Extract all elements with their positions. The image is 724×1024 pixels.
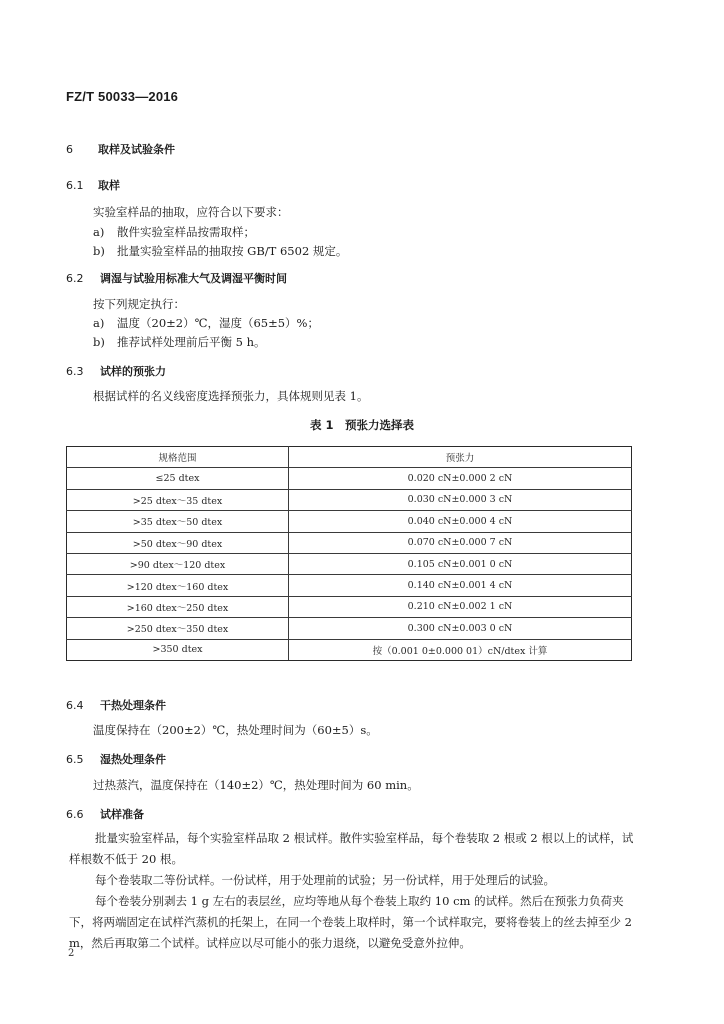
spec-range-cell: >25 dtex～35 dtex: [67, 489, 289, 510]
section-title: 干热处理条件: [100, 699, 166, 712]
pretension-cell: 按（0.001 0±0.000 01）cN/dtex 计算: [289, 639, 632, 660]
spec-range-cell: >160 dtex～250 dtex: [67, 596, 289, 617]
pretension-cell: 0.040 cN±0.000 4 cN: [289, 511, 632, 532]
section-number: 6.4: [66, 699, 84, 712]
section-number: 6.2: [66, 272, 84, 285]
table-row: [67, 468, 632, 489]
table-row: [67, 596, 632, 617]
spec-range-cell: >50 dtex～90 dtex: [67, 532, 289, 553]
section-number: 6.6: [66, 808, 84, 821]
list-text: 温度（20±2）℃，湿度（65±5）%；: [117, 316, 319, 330]
list-item: [93, 243, 347, 259]
list-item: [93, 224, 255, 240]
section-6-1-heading: [66, 177, 120, 193]
section-title: 调湿与试验用标准大气及调湿平衡时间: [100, 272, 287, 285]
section-title: 试样准备: [100, 808, 144, 821]
pretension-cell: 0.140 cN±0.001 4 cN: [289, 575, 632, 596]
paragraph: 每个卷装取二等份试样。一份试样，用于处理前的试验；另一份试样，用于处理后的试验。: [95, 873, 555, 887]
section-6-3-text: 根据试样的名义线密度选择预张力，具体规则见表 1。: [93, 389, 369, 403]
list-marker: b): [93, 244, 105, 258]
list-text: 推荐试样处理前后平衡 5 h。: [117, 335, 266, 349]
standard-code: FZ/T 50033—2016: [66, 89, 179, 104]
pretension-cell: 0.030 cN±0.000 3 cN: [289, 489, 632, 510]
pretension-cell: 0.020 cN±0.000 2 cN: [289, 468, 632, 489]
pretension-cell: 0.105 cN±0.001 0 cN: [289, 553, 632, 574]
section-title: 试样的预张力: [100, 365, 166, 378]
section-title: 取样及试验条件: [98, 143, 175, 156]
table-row: [67, 532, 632, 553]
list-item: [93, 334, 266, 350]
table-row: [67, 618, 632, 639]
list-marker: a): [93, 316, 105, 330]
pretension-table: [66, 446, 632, 661]
section-number: 6: [66, 143, 73, 156]
pretension-cell: 0.300 cN±0.003 0 cN: [289, 618, 632, 639]
pretension-cell: 0.210 cN±0.002 1 cN: [289, 596, 632, 617]
section-6-4-text: 温度保持在（200±2）℃，热处理时间为（60±5）s。: [93, 723, 378, 737]
section-title: 取样: [98, 179, 120, 192]
page-number: 2: [68, 948, 75, 959]
pretension-cell: 0.070 cN±0.000 7 cN: [289, 532, 632, 553]
list-text: 批量实验室样品的抽取按 GB/T 6502 规定。: [117, 244, 348, 258]
paragraph: 批量实验室样品，每个实验室样品取 2 根试样。散件实验室样品，每个卷装取 2 根或 2 根以上的试样，试样根数不低于 20 根。: [69, 831, 634, 866]
list-marker: a): [93, 225, 105, 239]
list-text: 散件实验室样品按需取样；: [117, 225, 255, 239]
section-title: 湿热处理条件: [100, 753, 166, 766]
spec-range-cell: >250 dtex～350 dtex: [67, 618, 289, 639]
table-row: [67, 511, 632, 532]
section-number: 6.5: [66, 753, 84, 766]
list-marker: b): [93, 335, 105, 349]
section-6-4-heading: [66, 697, 166, 713]
section-6-6-heading: [66, 806, 144, 822]
table-row: [67, 575, 632, 596]
spec-range-cell: >35 dtex～50 dtex: [67, 511, 289, 532]
section-6-5-text: 过热蒸汽，温度保持在（140±2）℃，热处理时间为 60 min。: [93, 778, 419, 792]
spec-range-cell: >120 dtex～160 dtex: [67, 575, 289, 596]
table-header-row: [67, 447, 632, 468]
column-header: 预张力: [289, 447, 632, 468]
spec-range-cell: >90 dtex～120 dtex: [67, 553, 289, 574]
section-6-3-heading: [66, 363, 166, 379]
spec-range-cell: >350 dtex: [67, 639, 289, 660]
table-row: [67, 489, 632, 510]
section-number: 6.3: [66, 365, 84, 378]
section-6-5-heading: [66, 751, 166, 767]
table-caption: 表 1 预张力选择表: [309, 418, 414, 432]
section-6-2-heading: [66, 270, 287, 286]
table-row: [67, 553, 632, 574]
section-6-heading: [66, 141, 175, 157]
table-row: [67, 639, 632, 660]
list-item: [93, 315, 319, 331]
section-number: 6.1: [66, 179, 84, 192]
section-6-1-intro: 实验室样品的抽取，应符合以下要求：: [93, 205, 289, 219]
spec-range-cell: ≤25 dtex: [67, 468, 289, 489]
column-header: 规格范围: [67, 447, 289, 468]
paragraph: 每个卷装分别剥去 1 g 左右的表层丝，应均等地从每个卷装上取约 10 cm 的试样。然后在预张力负荷夹下，将两端固定在试样汽蒸机的托架上，在同一个卷装上取样时，第一个试样取完，要将卷装上的丝去掉至少 2 m，然后再取第二个试样。试样应以尽可能小的张力退绕，以避免受意外拉伸。: [69, 894, 632, 950]
section-6-2-intro: 按下列规定执行：: [93, 297, 185, 311]
